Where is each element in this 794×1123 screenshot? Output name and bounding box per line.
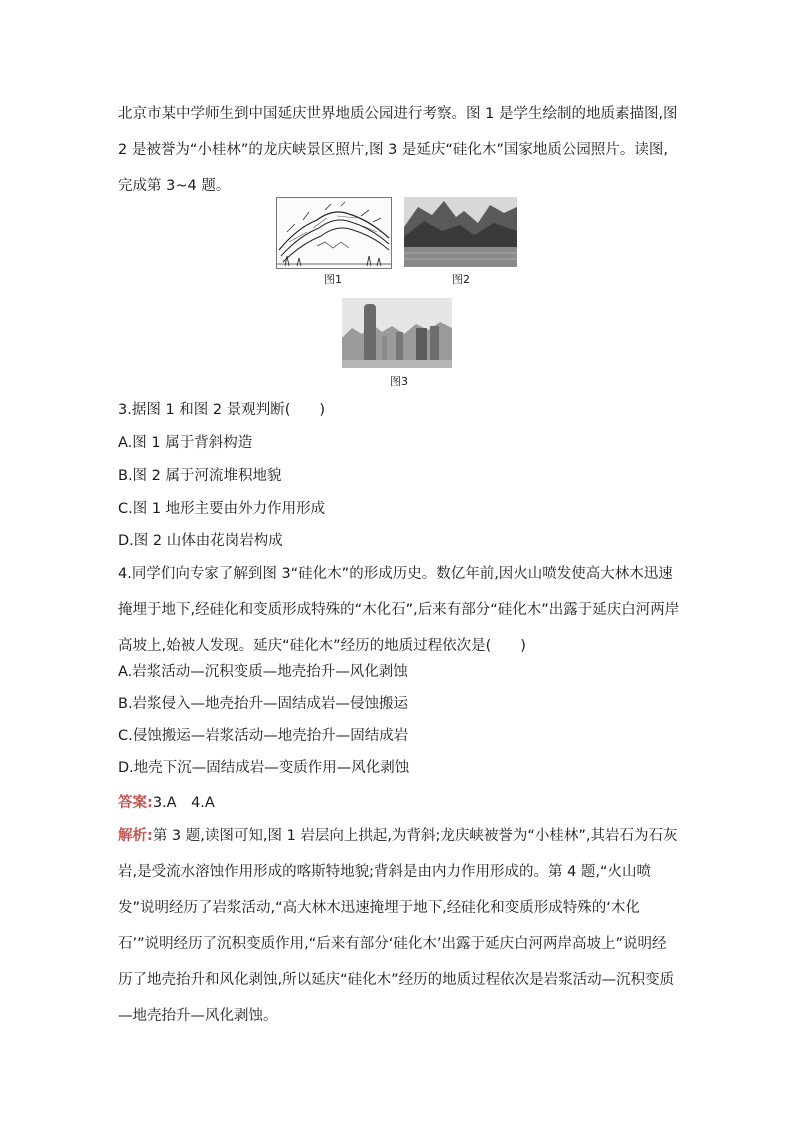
question-3-option-b: B.图 2 属于河流堆积地貌 <box>118 468 282 484</box>
figure-3-photo <box>342 298 452 368</box>
question-4-option-a: A.岩浆活动—沉积变质—地壳抬升—风化剥蚀 <box>118 664 408 680</box>
question-3-option-a: A.图 1 属于背斜构造 <box>118 435 253 451</box>
question-4-stem: 4.同学们向专家了解到图 3“硅化木”的形成历史。数亿年前,因火山喷发使高大林木迅速掩埋于地下,经硅化和变质形成特殊的“木化石”,后来有部分“硅化木”出露于延庆白河两岸高坡上,始被人发现。延庆“硅化木”经历的地质过程依次是( ) <box>118 566 680 654</box>
question-3-stem: 3.据图 1 和图 2 景观判断( ) <box>118 402 326 418</box>
answer-line <box>118 791 215 812</box>
figure-3-caption: 图3 <box>390 375 408 388</box>
figure-1-sketch <box>276 197 392 269</box>
figure-2-caption: 图2 <box>452 273 470 286</box>
answer-text: 3.A 4.A <box>152 795 215 811</box>
question-4-option-d: D.地壳下沉—固结成岩—变质作用—风化剥蚀 <box>118 760 410 776</box>
analysis-label: 解析: <box>118 828 153 844</box>
analysis-text: 第 3 题,读图可知,图 1 岩层向上拱起,为背斜;龙庆峡被誉为“小桂林”,其岩石为石灰岩,是受流水溶蚀作用形成的喀斯特地貌;背斜是由内力作用形成的。第 4 题,“火山喷发”说明经历了岩浆活动,“高大林木迅速掩埋于地下,经硅化和变质形成特殊的‘木化石’”说明经历了沉积变质作用,“后来有部分‘硅化木’出露于延庆白河两岸高坡上”说明经历了地壳抬升和风化剥蚀,所以延庆“硅化木”经历的地质过程依次是岩浆活动—沉积变质—地壳抬升—风化剥蚀。 <box>118 828 678 1024</box>
figure-1-caption: 图1 <box>324 273 342 286</box>
answer-label: 答案: <box>118 795 153 811</box>
question-3-option-c: C.图 1 地形主要由外力作用形成 <box>118 501 326 517</box>
analysis-paragraph <box>118 818 680 1034</box>
question-3-option-d: D.图 2 山体由花岗岩构成 <box>118 533 283 549</box>
question-4-option-c: C.侵蚀搬运—岩浆活动—地壳抬升—固结成岩 <box>118 728 409 744</box>
intro-paragraph: 北京市某中学师生到中国延庆世界地质公园进行考察。图 1 是学生绘制的地质素描图,图 2 是被誉为“小桂林”的龙庆峡景区照片,图 3 是延庆“硅化木”国家地质公园照片。读图,完成第 3~4 题。 <box>118 106 678 194</box>
figure-2-photo <box>404 197 517 267</box>
question-4-option-b: B.岩浆侵入—地壳抬升—固结成岩—侵蚀搬运 <box>118 696 409 712</box>
